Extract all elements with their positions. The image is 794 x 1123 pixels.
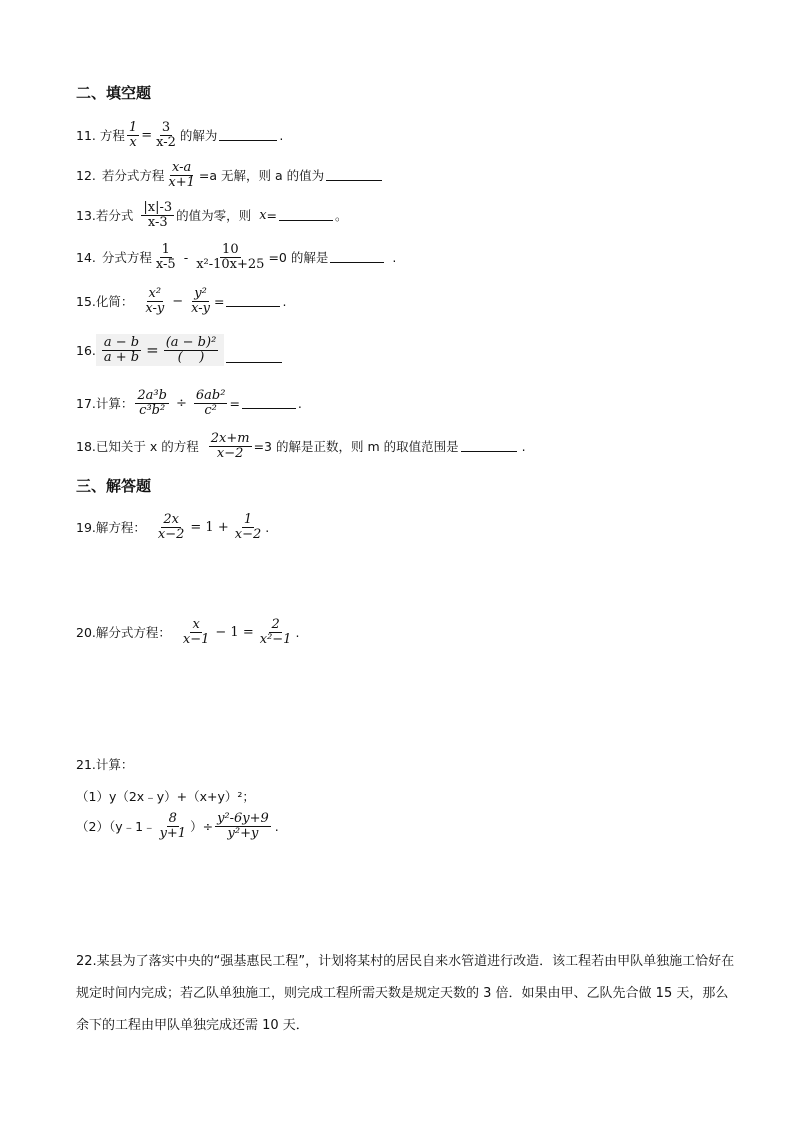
q13-number: 13.: [76, 207, 96, 223]
q17-frac1-num: 2a³b: [137, 388, 167, 403]
q21-frac2-num: y²-6y+9: [217, 811, 269, 826]
q12-suffix: =a 无解，则 a 的值为: [198, 168, 325, 184]
q17-number: 17.: [76, 395, 96, 411]
q20-end: .: [295, 624, 300, 640]
q11-lhs-den: x: [129, 134, 137, 150]
q21-frac1-den: y+1: [159, 825, 187, 841]
q12-frac-den: x+1: [168, 174, 195, 190]
q19-frac2-num: 1: [243, 512, 253, 527]
q15-answer-blank[interactable]: [226, 296, 280, 307]
q13-end: 。: [335, 208, 348, 224]
q17-divide: ÷: [175, 395, 187, 411]
q14-frac1-den: x-5: [155, 256, 176, 272]
q19-fraction-1: [156, 513, 187, 541]
q16-frac1-num: a − b: [103, 335, 140, 350]
q14-number: 14.: [76, 249, 96, 265]
q11-rhs-den: x-2: [156, 134, 176, 150]
question-14: [76, 243, 396, 271]
q14-fraction-2: [194, 243, 266, 271]
q20-number: 20.: [76, 624, 96, 640]
q16-equals: =: [146, 341, 159, 360]
q20-frac2-den: x²−1: [259, 631, 292, 647]
q13-frac-den: x-3: [147, 214, 168, 230]
q18-prefix: 已知关于 x 的方程: [95, 439, 199, 455]
q16-frac2-den[interactable]: ( ): [177, 349, 205, 365]
q20-frac1-den: x−1: [182, 631, 210, 647]
q21-number: 21.: [76, 757, 96, 772]
q14-end: .: [392, 249, 397, 265]
q19-prefix: 解方程：: [95, 520, 146, 536]
q18-suffix: =3 的解是正数，则 m 的取值范围是: [253, 439, 459, 455]
q14-frac1-num: 1: [161, 242, 170, 257]
q11-answer-blank[interactable]: [219, 130, 277, 141]
q21-part-1: （1）y（2x﹣y）+（x+y）²；: [76, 789, 255, 804]
q12-fraction: [166, 161, 197, 189]
q14-fraction-1: [154, 243, 178, 271]
q18-end: .: [521, 438, 526, 454]
q17-frac1-den: c³b²: [139, 402, 166, 418]
q18-frac-num: 2x+m: [210, 431, 250, 446]
q11-end: .: [279, 127, 284, 143]
q21-part2-middle: ）÷: [190, 819, 214, 835]
q15-fraction-1: [143, 287, 166, 315]
q14-frac2-den: x²-10x+25: [196, 256, 265, 272]
q21-part2-prefix: （2）（y﹣1﹣: [76, 819, 156, 835]
q17-end: .: [297, 395, 302, 411]
q19-frac1-den: x−2: [157, 526, 185, 542]
q18-answer-blank[interactable]: [461, 441, 517, 452]
q11-suffix: 的解为: [179, 128, 218, 144]
q15-frac2-den: x-y: [191, 300, 210, 316]
q18-fraction: [209, 432, 252, 460]
q13-answer-blank[interactable]: [279, 210, 333, 221]
q20-fraction-2: [258, 618, 294, 646]
q14-frac2-num: 10: [222, 242, 239, 257]
question-11: [76, 121, 283, 149]
question-17: [76, 389, 302, 417]
q13-variable: x: [259, 207, 267, 223]
question-20: [76, 618, 299, 646]
q12-number: 12.: [76, 167, 96, 183]
q21-part2-end: .: [274, 818, 279, 834]
q18-frac-den: x−2: [216, 445, 244, 461]
q21-part-2: [76, 812, 279, 840]
q15-frac1-num: x²: [148, 286, 162, 301]
q20-frac1-num: x: [192, 617, 200, 632]
q16-fraction-1: [102, 336, 141, 364]
q12-prefix: 若分式方程: [101, 168, 165, 184]
q18-number: 18.: [76, 438, 96, 454]
q12-frac-num: x-a: [172, 160, 192, 175]
q15-frac1-den: x-y: [145, 300, 165, 316]
q13-suffix: 的值为零，则: [176, 208, 252, 224]
question-19: [76, 513, 269, 541]
q11-lhs-fraction: [127, 121, 139, 149]
section-title-fill-in: 二、填空题: [76, 84, 152, 102]
q19-frac2-den: x−2: [234, 526, 262, 542]
q15-prefix: 化简：: [95, 294, 134, 310]
q20-middle: − 1 =: [215, 624, 254, 640]
q13-frac-num: |x|-3: [143, 200, 173, 215]
q16-number: 16.: [76, 342, 96, 358]
q19-frac1-num: 2x: [163, 512, 179, 527]
question-21: [76, 755, 133, 773]
q17-frac2-den: c²: [204, 402, 217, 418]
q16-answer-blank[interactable]: [226, 352, 282, 363]
question-22: 22.某县为了落实中央的“强基惠民工程”，计划将某村的居民自来水管道进行改造．该工程若由甲队单独施工恰好在规定时间内完成；若乙队单独施工，则完成工程所需天数是规定天数的 3 倍．如果由甲、乙队先合做 15 天，那么余下的工程由甲队单独完成还需 10 天．: [76, 954, 735, 1033]
section-title-solve: 三、解答题: [76, 477, 152, 495]
q15-equals: =: [214, 293, 225, 309]
q14-answer-blank[interactable]: [330, 252, 384, 263]
q13-prefix: 若分式: [95, 208, 134, 224]
q11-prefix: 方程: [99, 128, 125, 144]
q21-frac1-num: 8: [168, 811, 177, 826]
q19-middle: = 1 +: [190, 519, 229, 535]
q16-frac2-num: (a − b)²: [165, 335, 217, 350]
q17-prefix: 计算：: [95, 396, 134, 412]
q13-equals: =: [266, 207, 278, 223]
question-15: [76, 287, 286, 315]
q17-frac2-num: 6ab²: [195, 388, 226, 403]
q19-fraction-2: [233, 513, 264, 541]
q16-formula-box: [96, 334, 224, 366]
q11-rhs-num: 3: [161, 120, 171, 135]
q20-prefix: 解分式方程：: [95, 625, 171, 641]
q17-fraction-1: [135, 389, 169, 417]
q21-frac2-den: y²+y: [227, 825, 259, 841]
question-13: [76, 201, 348, 229]
q13-fraction: [141, 201, 174, 229]
q11-equals: =: [141, 127, 153, 143]
q15-frac2-num: y²: [194, 286, 207, 301]
q15-end: .: [282, 293, 287, 309]
q11-rhs-fraction: [154, 121, 178, 149]
question-18: [76, 432, 526, 460]
q21-fraction-2: [215, 812, 271, 840]
q19-number: 19.: [76, 519, 96, 535]
q14-suffix: =0 的解是: [268, 250, 329, 266]
q11-number: 11.: [76, 127, 96, 143]
q21-fraction-1: [158, 812, 189, 840]
q20-frac2-num: 2: [271, 617, 280, 632]
q16-frac1-den: a + b: [103, 349, 140, 365]
q17-fraction-2: [194, 389, 228, 417]
q11-lhs-num: 1: [128, 120, 138, 135]
question-12: [76, 161, 384, 189]
q17-equals: =: [229, 395, 240, 411]
q16-fraction-2: [164, 336, 219, 364]
q14-prefix: 分式方程: [101, 250, 152, 266]
q12-answer-blank[interactable]: [326, 170, 382, 181]
q20-fraction-1: [181, 618, 212, 646]
q15-fraction-2: [189, 287, 212, 315]
q14-minus: -: [183, 249, 189, 265]
q17-answer-blank[interactable]: [242, 398, 296, 409]
q15-number: 15.: [76, 293, 96, 309]
question-16: [76, 334, 284, 366]
q21-prefix: 计算：: [95, 757, 134, 772]
q15-minus: −: [172, 293, 184, 309]
q19-end: .: [265, 519, 270, 535]
